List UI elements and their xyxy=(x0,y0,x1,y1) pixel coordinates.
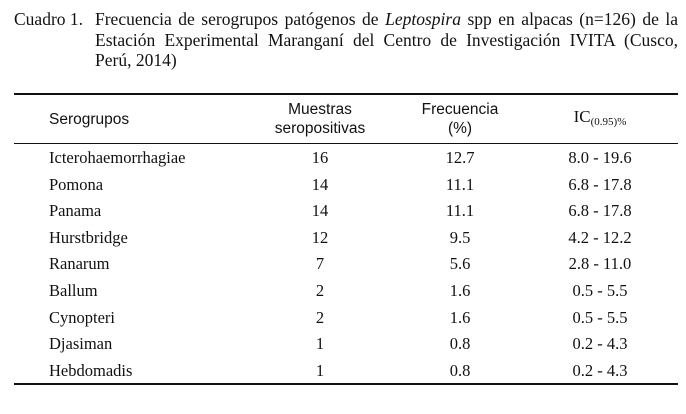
cell-muestras: 7 xyxy=(315,254,325,274)
header-muestras xyxy=(250,99,390,139)
cell-muestras: 2 xyxy=(315,280,325,300)
cell-serogrupo: Ballum xyxy=(49,280,98,300)
caption-label: Cuadro 1. xyxy=(14,9,84,29)
cell-ic: 8.0 - 19.6 xyxy=(568,148,632,167)
cell-frecuencia: 0.8 xyxy=(449,360,471,380)
cell-ic: 6.8 - 17.8 xyxy=(568,174,632,194)
table-top-rule xyxy=(14,93,678,95)
cell-serogrupo: Pomona xyxy=(49,174,104,194)
cell-ic: 0.2 - 4.3 xyxy=(572,360,628,380)
cell-frecuencia: 11.1 xyxy=(445,174,475,194)
header-ic-main: IC xyxy=(573,106,591,126)
cell-frecuencia: 1.6 xyxy=(449,280,471,300)
table-row xyxy=(0,331,686,358)
header-frecuencia-line1: Frecuencia xyxy=(421,101,499,118)
table-row xyxy=(0,145,686,172)
table-header-rule xyxy=(14,143,678,144)
cell-muestras: 16 xyxy=(311,148,329,167)
cell-muestras: 1 xyxy=(315,334,325,354)
table-row xyxy=(0,225,686,252)
cell-serogrupo: Cynopteri xyxy=(49,307,115,327)
cell-ic: 0.5 - 5.5 xyxy=(572,307,628,327)
cell-frecuencia: 0.8 xyxy=(449,334,471,354)
cell-ic: 2.8 - 11.0 xyxy=(568,254,632,274)
cell-serogrupo: Panama xyxy=(49,201,102,221)
header-ic-subscript: (0.95)% xyxy=(590,115,627,128)
header-ic xyxy=(530,99,670,139)
table-row xyxy=(0,358,686,385)
caption-text-before: Frecuencia de serogrupos patógenos de xyxy=(95,9,386,29)
cell-ic: 0.2 - 4.3 xyxy=(572,334,628,354)
table-bottom-rule xyxy=(14,383,678,385)
table-row xyxy=(0,172,686,199)
table-row xyxy=(0,305,686,332)
header-muestras-line2: seropositivas xyxy=(274,120,366,137)
cell-frecuencia: 9.5 xyxy=(449,227,471,247)
cell-frecuencia: 5.6 xyxy=(449,254,471,274)
cell-frecuencia: 12.7 xyxy=(445,148,475,167)
cell-ic: 4.2 - 12.2 xyxy=(568,227,632,247)
caption-text xyxy=(95,9,678,71)
header-serogrupos-label: Serogrupos xyxy=(49,110,130,128)
table-body xyxy=(0,145,686,384)
cell-serogrupo: Hebdomadis xyxy=(49,360,133,380)
table-row xyxy=(0,251,686,278)
table-caption xyxy=(14,9,678,71)
cell-muestras: 1 xyxy=(315,360,325,380)
header-frecuencia xyxy=(390,99,530,139)
cell-serogrupo: Ranarum xyxy=(49,254,110,274)
caption-genus-italic: Leptospira xyxy=(385,9,461,29)
header-serogrupos xyxy=(49,99,129,139)
cell-serogrupo: Djasiman xyxy=(49,334,113,354)
header-frecuencia-line2: (%) xyxy=(447,120,473,137)
cell-ic: 0.5 - 5.5 xyxy=(572,280,628,300)
cell-ic: 6.8 - 17.8 xyxy=(568,201,632,221)
cell-muestras: 2 xyxy=(315,307,325,327)
header-muestras-line1: Muestras xyxy=(288,101,352,118)
table-row xyxy=(0,198,686,225)
table-row xyxy=(0,278,686,305)
cell-frecuencia: 11.1 xyxy=(445,201,475,221)
cell-muestras: 14 xyxy=(311,174,329,194)
cell-muestras: 14 xyxy=(311,201,329,221)
cell-serogrupo: Icterohaemorrhagiae xyxy=(49,148,186,167)
caption-text-after: spp en alpacas (n=126) de la Estación Experimental Maranganí del Centro de Investigación IVITA (Cusco, Perú, 2014) xyxy=(95,9,678,70)
cell-frecuencia: 1.6 xyxy=(449,307,471,327)
cell-muestras: 12 xyxy=(311,227,329,247)
cell-serogrupo: Hurstbridge xyxy=(49,227,128,247)
